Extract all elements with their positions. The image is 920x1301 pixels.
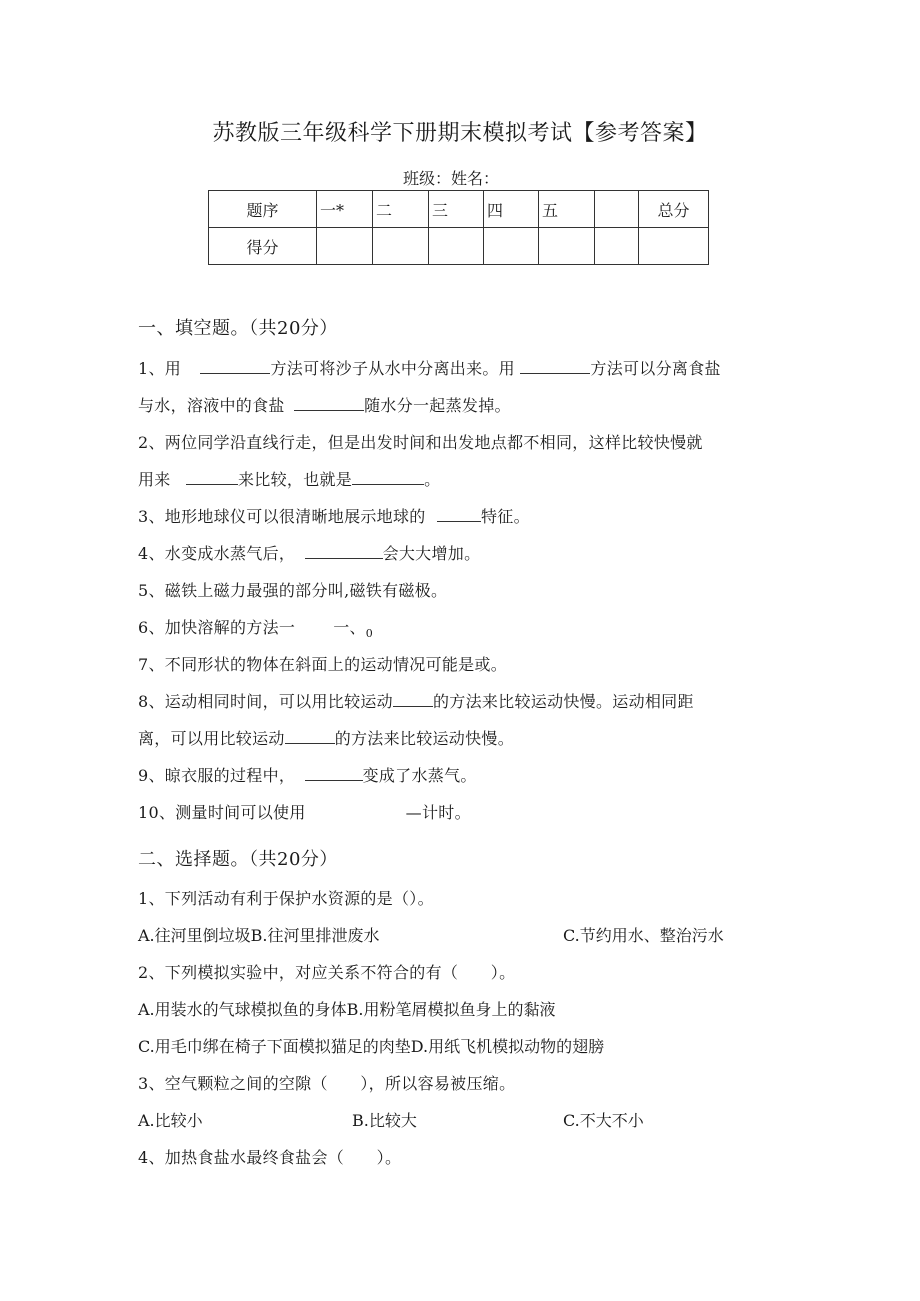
- score-cell: [317, 228, 373, 265]
- text: 特征。: [480, 507, 530, 526]
- choice-question-2: 2、下列模拟实验中，对应关系不符合的有（ ）。: [138, 963, 516, 982]
- answer-blank: [186, 470, 238, 485]
- score-row-label: 得分: [209, 228, 317, 265]
- question-5: 5、磁铁上磁力最强的部分叫,磁铁有磁极。: [138, 581, 448, 600]
- choice-2-options-ab: A.用装水的气球模拟鱼的身体B.用粉笔屑模拟鱼身上的黏液: [138, 1000, 556, 1019]
- answer-blank: [305, 766, 363, 781]
- score-header-cell: 四: [484, 191, 539, 228]
- question-2-line-1: 2、两位同学沿直线行走，但是出发时间和出发地点都不相同，这样比较快慢就: [138, 433, 703, 452]
- question-8-line-1: [138, 689, 694, 712]
- answer-blank: [294, 396, 364, 411]
- choice-question-4: 4、加热食盐水最终食盐会（ ）。: [138, 1148, 402, 1167]
- score-cell: [373, 228, 429, 265]
- question-1-line-1: [138, 356, 721, 379]
- score-header-cell: 三: [429, 191, 484, 228]
- text: 会大大增加。: [382, 544, 481, 563]
- score-cell: [595, 228, 639, 265]
- question-3: [138, 504, 530, 527]
- answer-blank: [285, 729, 335, 744]
- text: 用来: [138, 470, 171, 489]
- score-header-total: 总分: [639, 191, 709, 228]
- text: 与水，溶液中的食盐: [138, 396, 285, 415]
- text: 的方法来比较运动快慢。: [334, 729, 515, 748]
- choice-1-option-c: C.节约用水、整治污水: [563, 926, 724, 945]
- question-1-line-2: [138, 393, 511, 416]
- text: 的方法来比较运动快慢。运动相同距: [432, 692, 694, 711]
- choice-question-3: 3、空气颗粒之间的空隙（ ），所以容易被压缩。: [138, 1074, 516, 1093]
- text: 随水分一起蒸发掉。: [364, 396, 511, 415]
- text: 方法可将沙子从水中分离出来。用: [270, 359, 515, 378]
- score-table-score-row: [209, 228, 709, 265]
- class-name-line: 班级：姓名：: [403, 169, 500, 188]
- text: 一、: [333, 618, 366, 637]
- score-cell: [429, 228, 484, 265]
- question-2-line-2: [138, 467, 440, 490]
- question-7: 7、不同形状的物体在斜面上的运动情况可能是或。: [138, 655, 508, 674]
- score-header-label: 题序: [209, 191, 317, 228]
- question-4: [138, 541, 480, 564]
- text: —计时。: [405, 803, 471, 822]
- choice-3-option-b: B.比较大: [352, 1111, 417, 1130]
- answer-blank: [200, 359, 270, 374]
- choice-1-options-ab: A.往河里倒垃圾B.往河里排泄废水: [138, 926, 380, 945]
- text: 4、水变成水蒸气后，: [138, 544, 296, 563]
- text: 8、运动相同时间，可以用比较运动: [138, 692, 393, 711]
- answer-blank: [393, 692, 433, 707]
- question-9: [138, 763, 477, 786]
- choice-question-1: 1、下列活动有利于保护水资源的是（）。: [138, 889, 434, 908]
- question-8-line-2: [138, 726, 514, 749]
- text: 3、地形地球仪可以很清晰地展示地球的: [138, 507, 426, 526]
- text: 0: [365, 627, 374, 640]
- choice-3-option-a: A.比较小: [138, 1111, 203, 1130]
- score-cell: [639, 228, 709, 265]
- score-header-cell: 二: [373, 191, 429, 228]
- score-header-cell: [595, 191, 639, 228]
- text: 离，可以用比较运动: [138, 729, 285, 748]
- question-6: [138, 615, 373, 640]
- score-table-header-row: [209, 191, 709, 228]
- text: 9、晾衣服的过程中，: [138, 766, 296, 785]
- answer-blank: [520, 359, 590, 374]
- text: 。: [424, 470, 441, 489]
- text: 10、测量时间可以使用: [138, 803, 306, 822]
- choice-3-option-c: C.不大不小: [563, 1111, 644, 1130]
- answer-blank: [437, 507, 481, 522]
- text: 来比较，也就是: [238, 470, 353, 489]
- text: 6、加快溶解的方法一: [138, 618, 296, 637]
- score-cell: [539, 228, 595, 265]
- text: 变成了水蒸气。: [362, 766, 477, 785]
- answer-blank: [352, 470, 424, 485]
- section-2-heading: 二、选择题。（共20分）: [138, 849, 338, 870]
- question-10: [138, 800, 471, 823]
- score-table: [208, 190, 709, 265]
- exam-title: 苏教版三年级科学下册期末模拟考试【参考答案】: [212, 121, 708, 146]
- text: 1、用: [138, 359, 182, 378]
- choice-2-options-cd: C.用毛巾绑在椅子下面模拟猫足的肉垫D.用纸飞机模拟动物的翅膀: [138, 1037, 605, 1056]
- answer-blank: [305, 544, 383, 559]
- score-cell: [484, 228, 539, 265]
- text: 方法可以分离食盐: [590, 359, 721, 378]
- section-1-heading: 一、填空题。（共20分）: [138, 318, 338, 339]
- score-header-cell: 五: [539, 191, 595, 228]
- score-header-cell: 一*: [317, 191, 373, 228]
